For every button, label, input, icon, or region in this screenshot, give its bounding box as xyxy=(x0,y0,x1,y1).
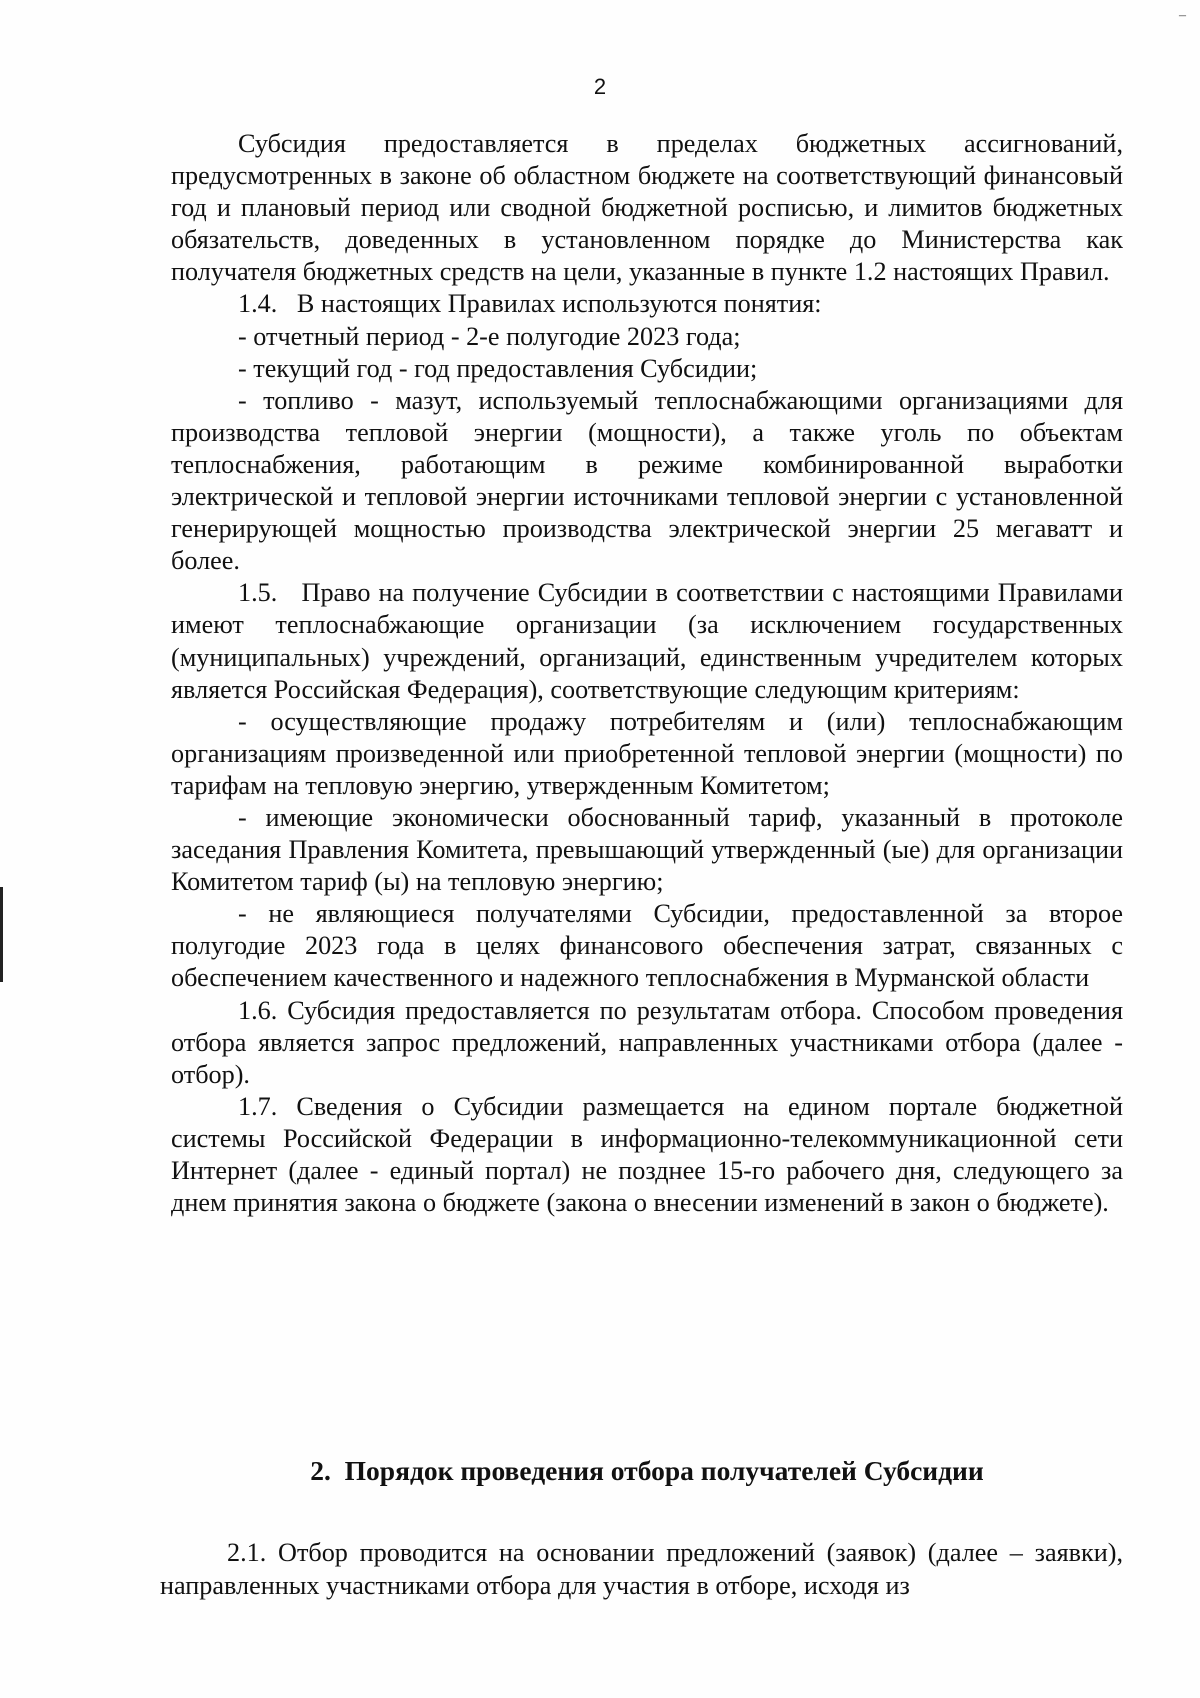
paragraph: 1.7. Сведения о Субсидии размещается на едином портале бюджетной системы Российской Федерации в информационно-телекоммуникационной сети Интернет (далее - единый портал) не позднее 15-го рабочего дня, следующего за днем принятия закона о бюджете (закона о внесении изменений в закон о бюджете). xyxy=(171,1091,1123,1218)
paragraph: - имеющие экономически обоснованный тариф, указанный в протоколе заседания Правления Комитета, превышающий утвержденный (ые) для организации Комитетом тариф (ы) на тепловую энергию; xyxy=(171,802,1123,897)
paragraph: 1.4. В настоящих Правилах используются понятия: xyxy=(238,289,822,319)
paragraph: - текущий год - год предоставления Субсидии; xyxy=(238,353,758,383)
document-body xyxy=(171,128,1130,1219)
section-heading: 2. Порядок проведения отбора получателей Субсидии xyxy=(310,1455,984,1486)
paragraph: - не являющиеся получателями Субсидии, предоставленной за второе полугодие 2023 года в целях финансового обеспечения затрат, связанных с обеспечением качественного и надежного теплоснабжения в Мурманской области xyxy=(171,899,1123,993)
paragraph: 2.1. Отбор проводится на основании предложений (заявок) (далее – заявки), направленных участниками отбора для участия в отборе, исходя из xyxy=(160,1538,1123,1600)
paragraph: - топливо - мазут, используемый теплоснабжающими организациями для производства тепловой энергии (мощности), а также уголь по объектам теплоснабжения, работающим в режиме комбинированной выработки электрической и тепловой энергии источниками тепловой энергии с установленной генерирующей мощностью производства электрической энергии 25 мегаватт и более. xyxy=(171,385,1123,576)
paragraph: 1.5. Право на получение Субсидии в соответствии с настоящими Правилами имеют теплоснабжающие организации (за исключением государственных (муниципальных) учреждений, организаций, единственным учредителем которых является Российская Федерация), соответствующие следующим критериям: xyxy=(171,578,1130,704)
page-number: 2 xyxy=(593,74,607,99)
paragraph: 1.6. Субсидия предоставляется по результатам отбора. Способом проведения отбора является запрос предложений, направленных участниками отбора (далее - отбор). xyxy=(171,995,1123,1089)
paragraph: - отчетный период - 2-е полугодие 2023 года; xyxy=(238,321,741,351)
corner-mark: – xyxy=(1179,8,1186,23)
section-body xyxy=(160,1536,1123,1602)
paragraph: Субсидия предоставляется в пределах бюджетных ассигнований, предусмотренных в законе об областном бюджете на соответствующий финансовый год и плановый период или сводной бюджетной росписью, и лимитов бюджетных обязательств, доведенных в установленном порядке до Министерства как получателя бюджетных средств на цели, указанные в пункте 1.2 настоящих Правил. xyxy=(171,129,1123,287)
scan-edge-mark xyxy=(0,887,3,982)
paragraph: - осуществляющие продажу потребителям и (или) теплоснабжающим организациям произведенной или приобретенной тепловой энергии (мощности) по тарифам на тепловую энергию, утвержденным Комитетом; xyxy=(171,706,1123,800)
